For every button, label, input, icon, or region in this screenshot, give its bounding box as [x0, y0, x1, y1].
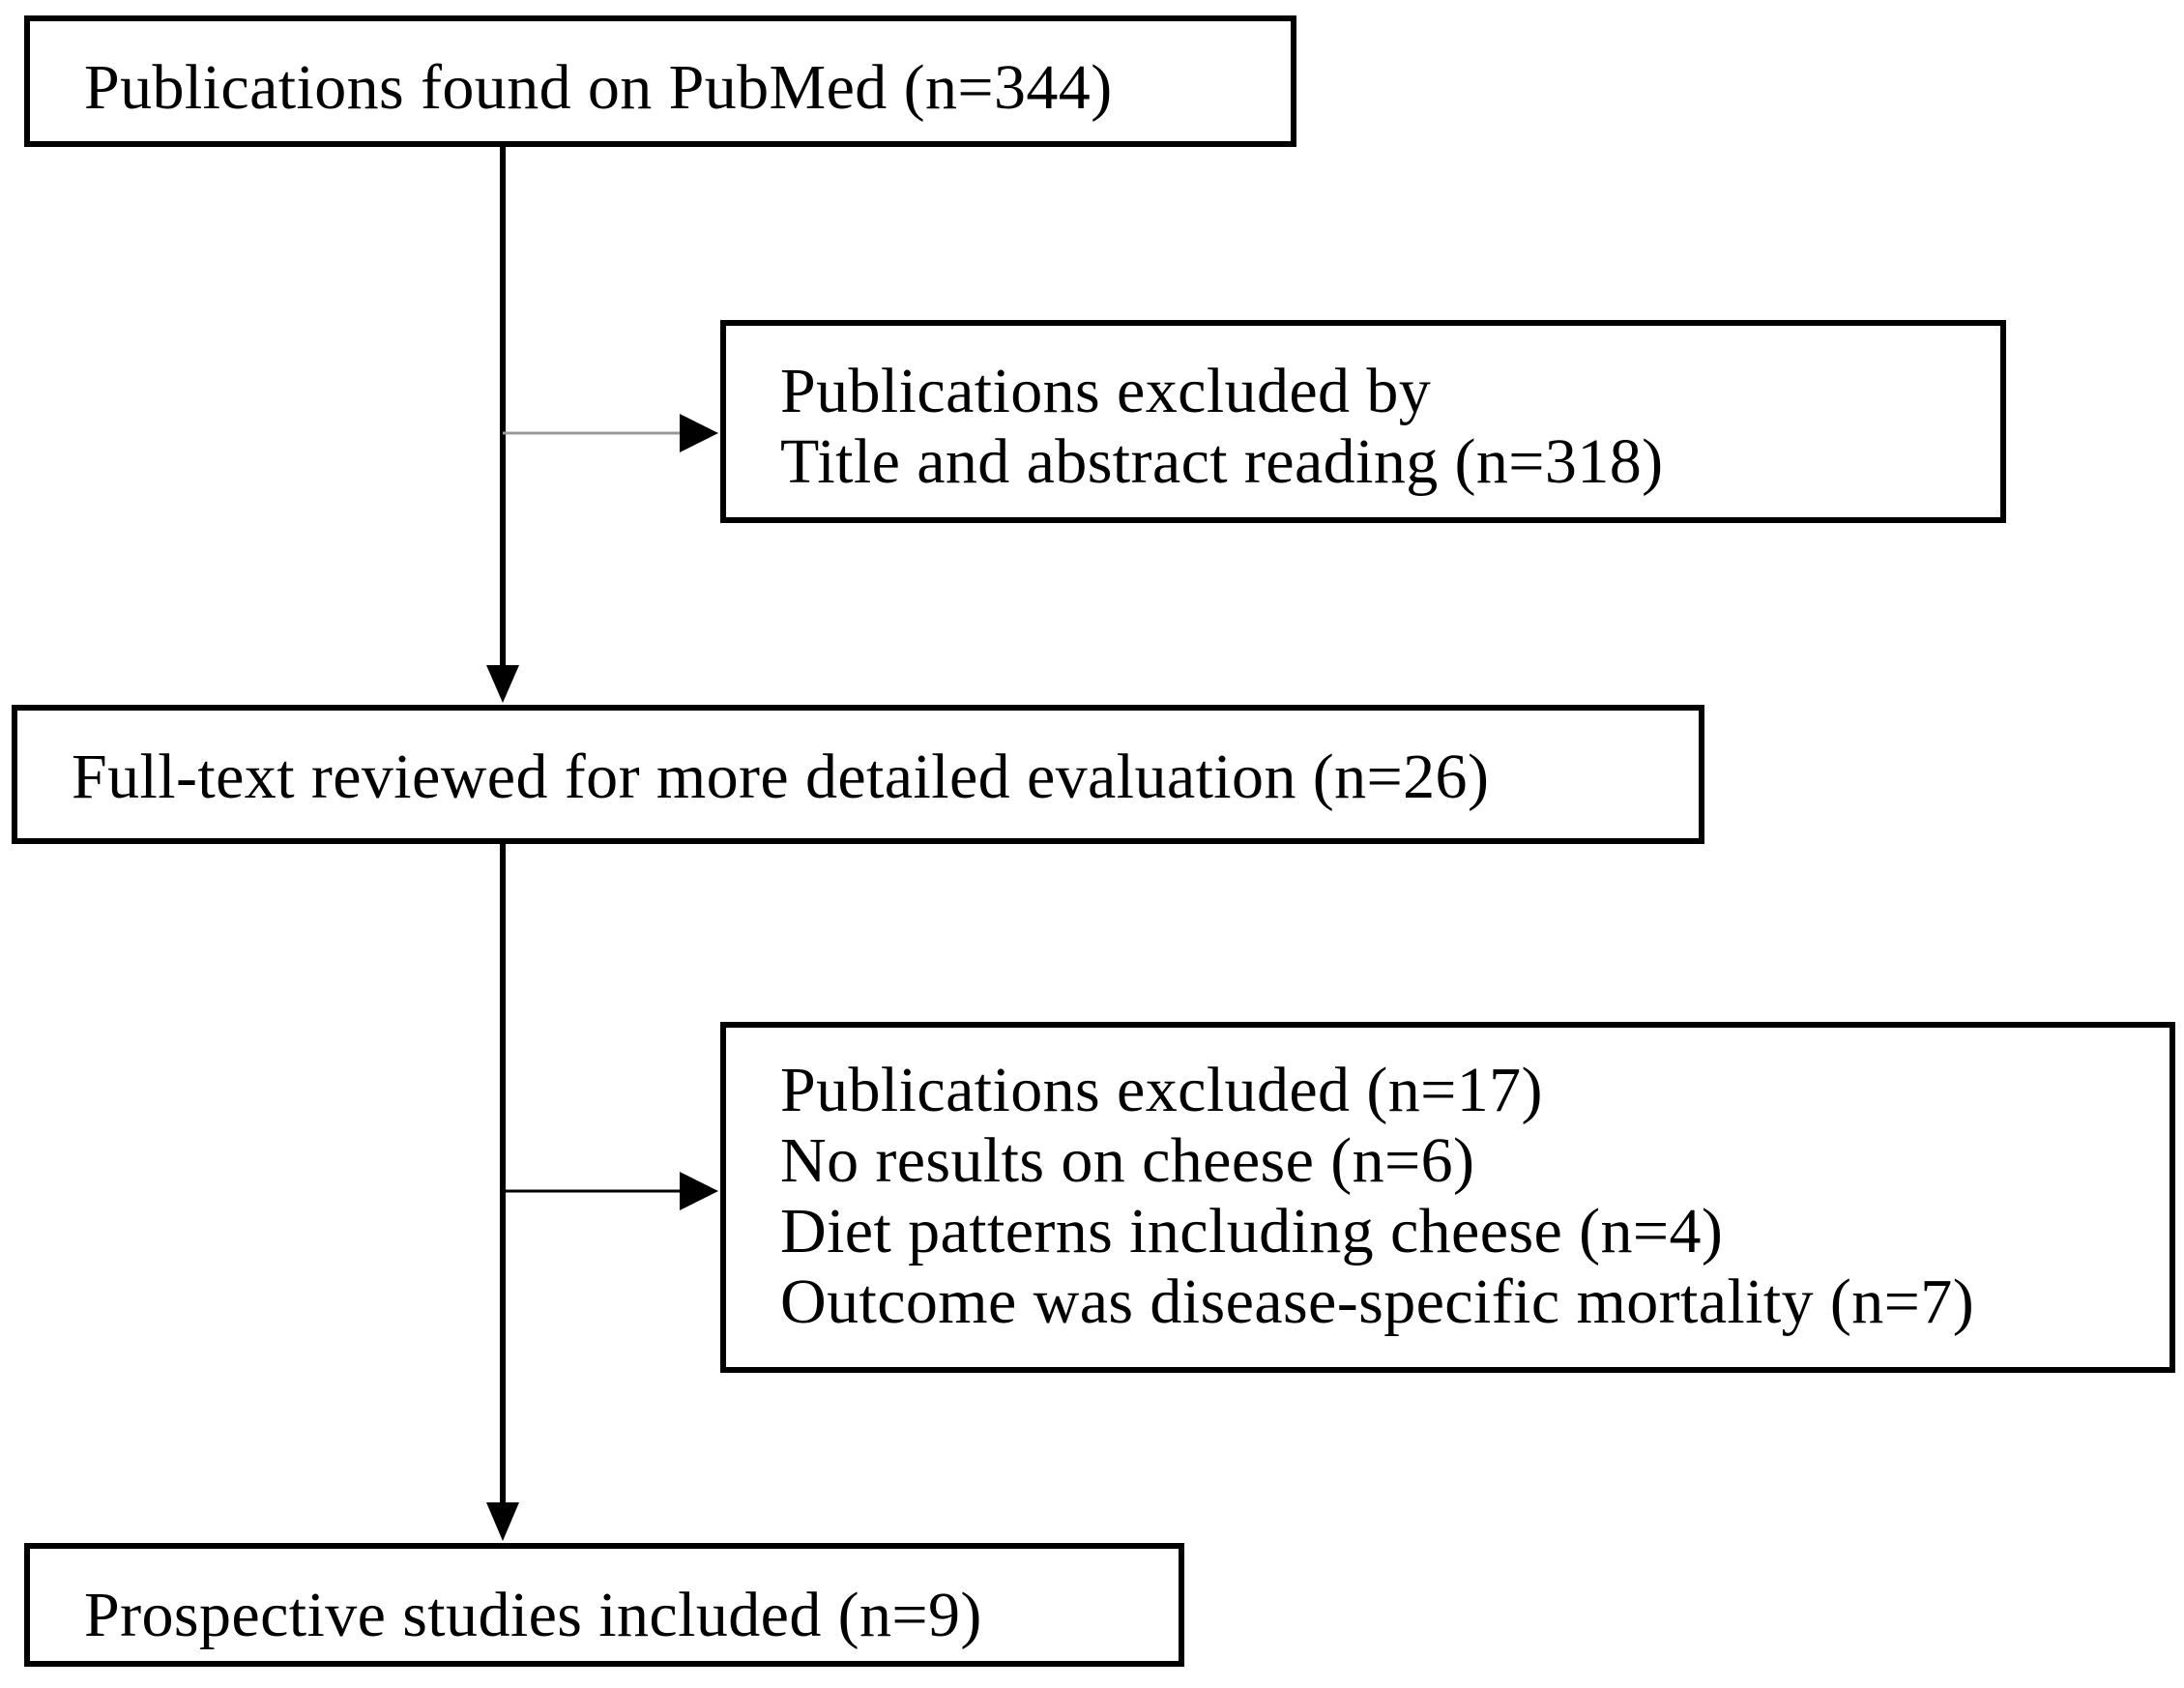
- included-studies-box: [24, 1543, 1184, 1667]
- full-text-review-label: Full-text reviewed for more detailed evaluation (n=26): [72, 742, 1490, 812]
- arrowhead-right-2: [680, 1172, 718, 1210]
- identification-box: [24, 15, 1296, 147]
- full-text-exclusion-text: [780, 1055, 1974, 1337]
- included-studies-label: Prospective studies included (n=9): [84, 1580, 982, 1650]
- exclusion-2-line: No results on cheese (n=6): [780, 1125, 1475, 1196]
- full-text-exclusion-box: [720, 1022, 2175, 1373]
- full-text-review-box: [12, 705, 1704, 844]
- title-abstract-exclusion-text: [780, 356, 1664, 497]
- exclusion-2-line: Outcome was disease-specific mortality (n=7): [780, 1266, 1975, 1337]
- arrowhead-down-2: [486, 1502, 519, 1541]
- arrowhead-down-1: [486, 665, 519, 703]
- exclusion-2-line: Publications excluded (n=17): [780, 1055, 1543, 1125]
- exclusion-2-line: Diet patterns including cheese (n=4): [780, 1196, 1724, 1266]
- identification-label: Publications found on PubMed (n=344): [84, 52, 1113, 123]
- exclusion-1-line: Publications excluded by: [780, 356, 1432, 426]
- title-abstract-exclusion-box: [720, 320, 2006, 523]
- exclusion-1-line: Title and abstract reading (n=318): [780, 426, 1664, 497]
- arrowhead-right-1: [680, 414, 718, 452]
